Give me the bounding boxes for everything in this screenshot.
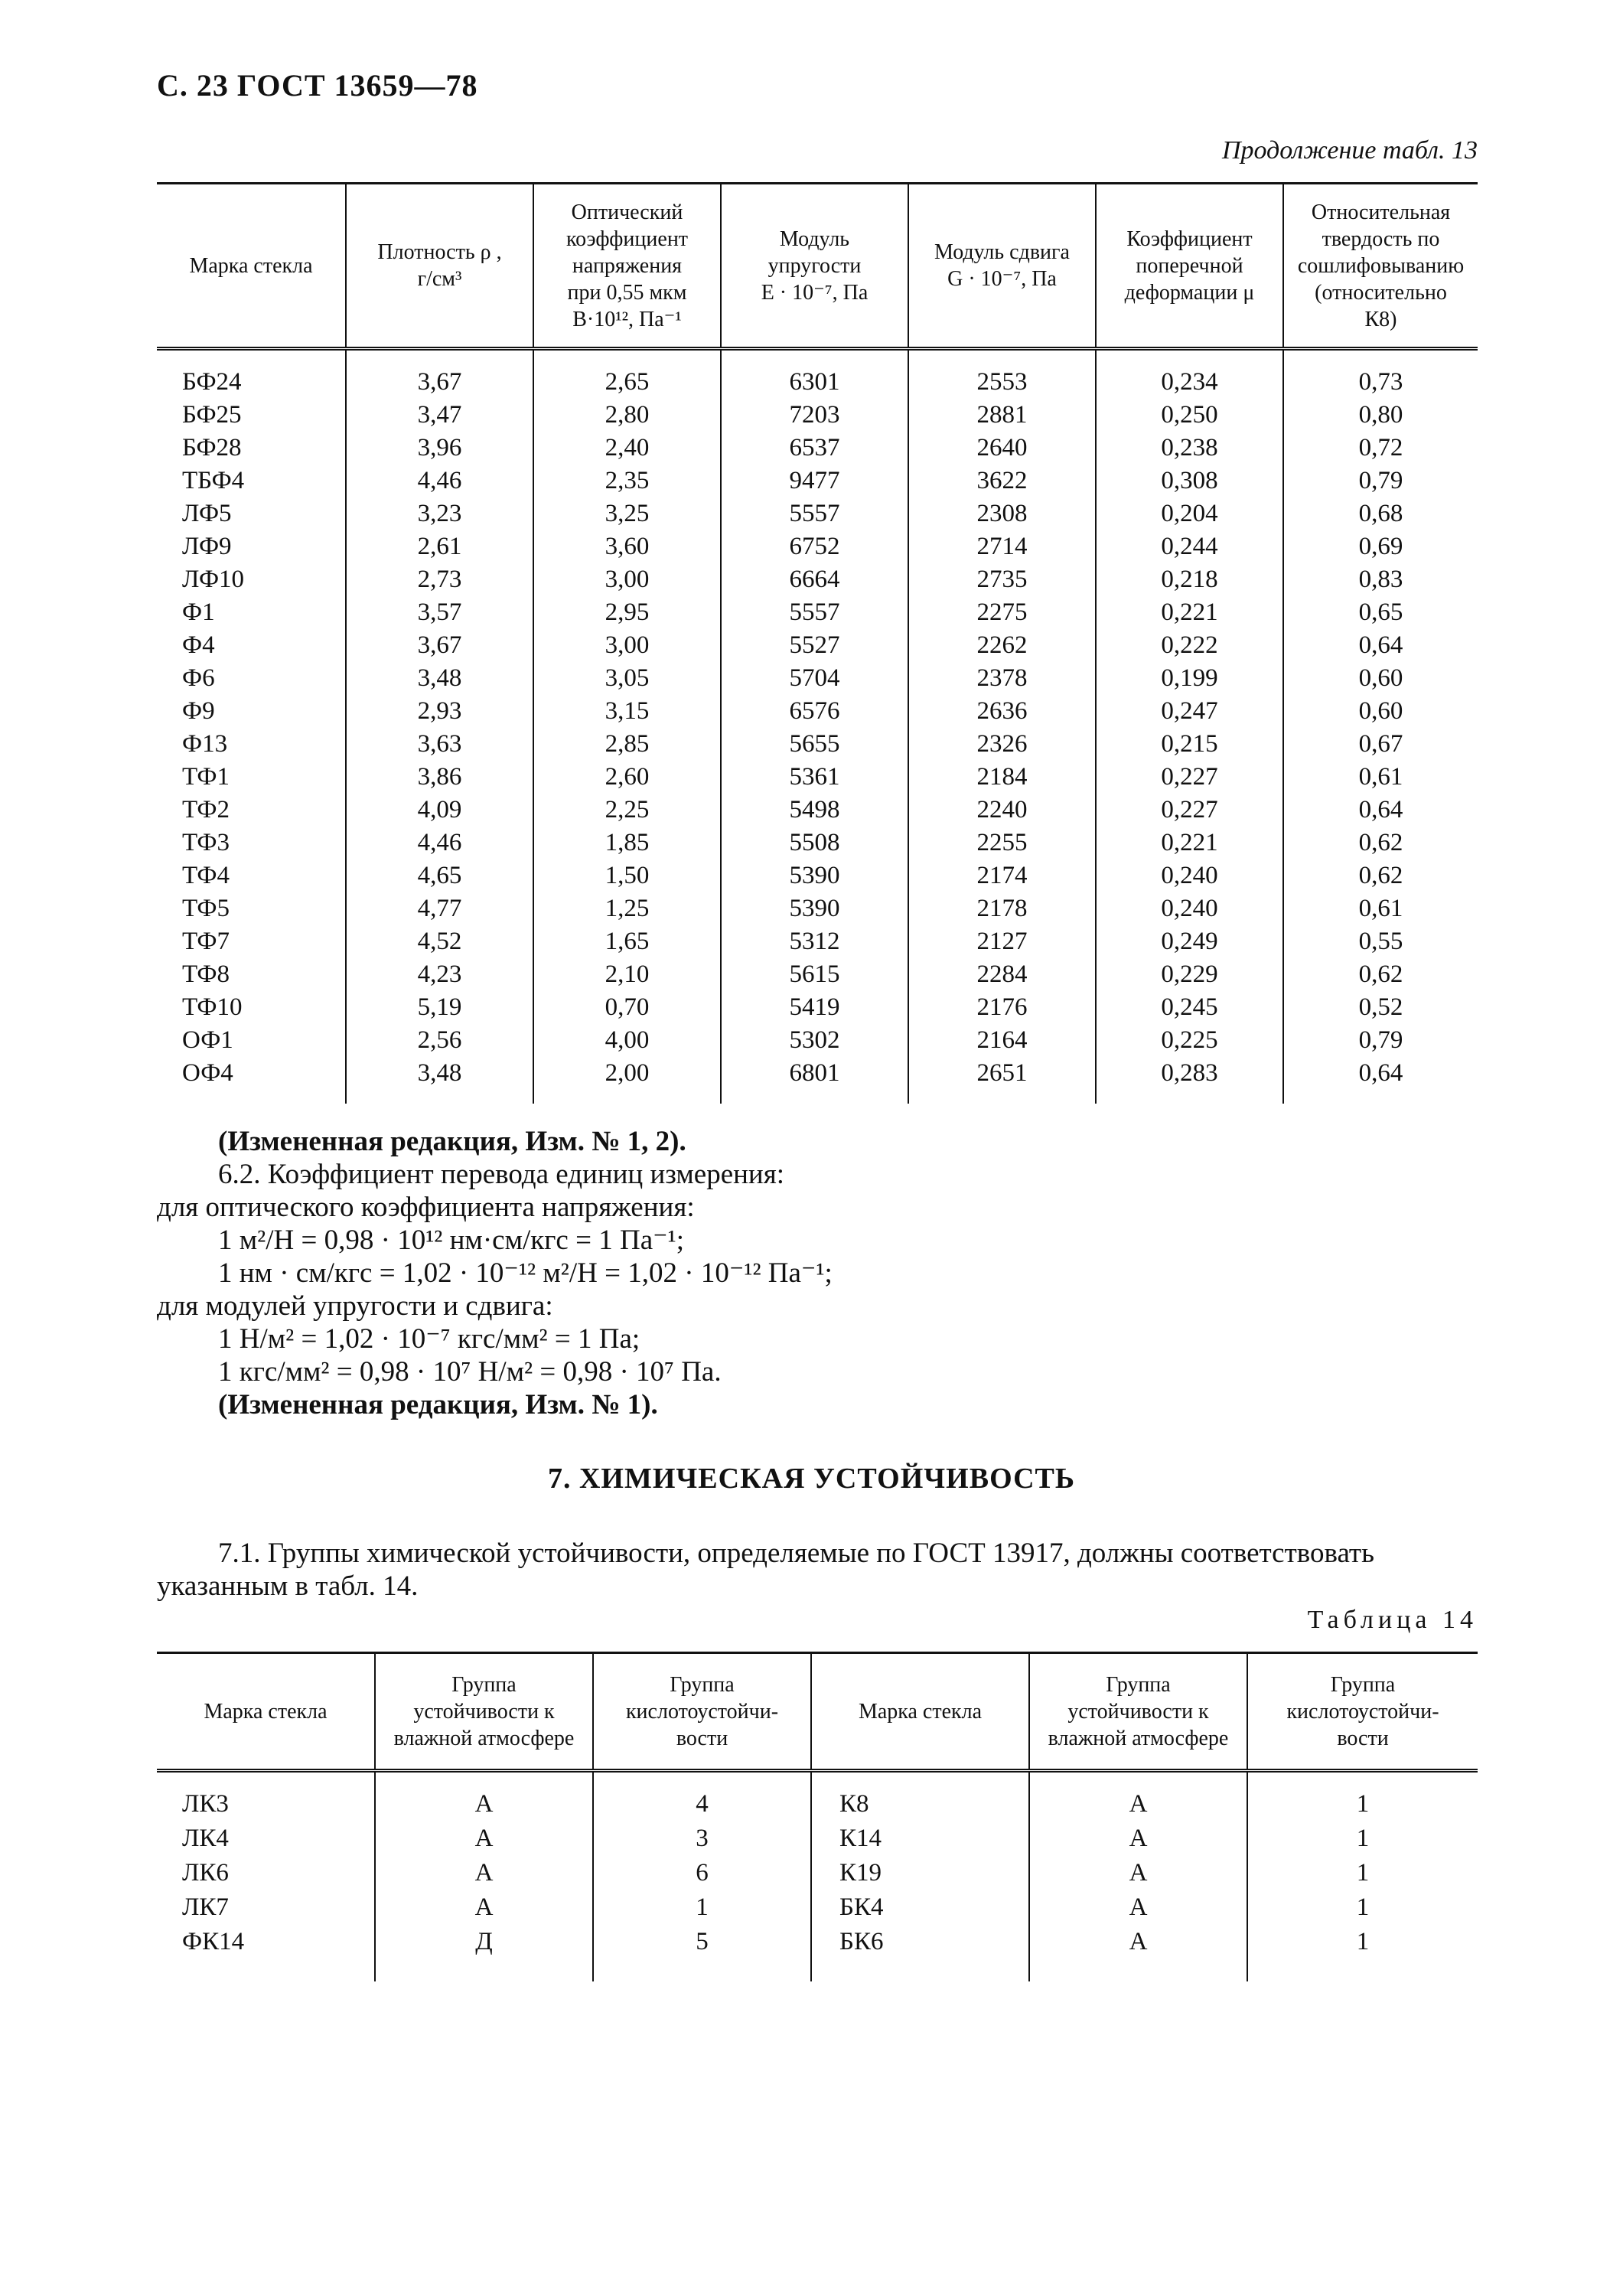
table14-header-line: влажной атмосфере <box>1048 1726 1229 1750</box>
table13-header-line: Модуль сдвига <box>934 240 1070 264</box>
table-cell: 1,85 <box>533 827 721 859</box>
table-cell: Д <box>375 1925 593 1981</box>
table-row <box>157 761 1478 794</box>
table-cell: К14 <box>811 1821 1029 1856</box>
table-cell: 5557 <box>721 596 908 629</box>
equation-1: 1 м²/Н = 0,98 · 10¹² нм·см/кгс = 1 Па⁻¹; <box>218 1225 685 1256</box>
table-cell: 7203 <box>721 399 908 432</box>
table-row <box>157 1771 1478 1822</box>
table-cell: 0,240 <box>1096 859 1283 892</box>
table-cell: 5557 <box>721 497 908 530</box>
table-cell: 2,95 <box>533 596 721 629</box>
table-cell: ТФ4 <box>182 862 230 889</box>
paragraph-7-1-line1: 7.1. Группы химической устойчивости, определяемые по ГОСТ 13917, должны соответствовать <box>218 1538 1374 1569</box>
table-cell: БФ25 <box>182 401 242 429</box>
table-cell: А <box>1029 1821 1247 1856</box>
table-cell: БК6 <box>811 1925 1029 1981</box>
table-row <box>157 695 1478 728</box>
table-row <box>157 596 1478 629</box>
table-cell: ЛФ5 <box>182 500 232 527</box>
table14-header-line: вости <box>1337 1726 1389 1750</box>
table-cell: Ф6 <box>182 664 215 692</box>
table-cell: 3,05 <box>533 662 721 695</box>
table-cell: 0,64 <box>1283 1057 1478 1104</box>
table13-header-line: при 0,55 мкм <box>567 280 687 305</box>
table13-header-col-3 <box>721 184 908 349</box>
table-cell: 2184 <box>908 761 1096 794</box>
table-cell: 0,308 <box>1096 465 1283 497</box>
table-cell: 0,61 <box>1283 892 1478 925</box>
table13-header-line: г/см³ <box>417 267 462 291</box>
table-cell: 0,70 <box>533 991 721 1024</box>
table-cell: 2,85 <box>533 728 721 761</box>
table14-header-line: Марка стекла <box>204 1699 328 1724</box>
table-cell: 5,19 <box>346 991 533 1024</box>
table-cell: 2735 <box>908 563 1096 596</box>
table13-header-col-0 <box>157 184 346 349</box>
table-cell: 0,60 <box>1283 695 1478 728</box>
table-row <box>157 1057 1478 1104</box>
table-cell: 2,73 <box>346 563 533 596</box>
table-row <box>157 728 1478 761</box>
table13-header-line: напряжения <box>572 253 683 278</box>
table-row <box>157 1856 1478 1890</box>
table-cell: 2178 <box>908 892 1096 925</box>
table-cell: 2553 <box>908 349 1096 400</box>
table-cell: 2,93 <box>346 695 533 728</box>
table-cell: 0,62 <box>1283 827 1478 859</box>
table-cell: А <box>375 1771 593 1822</box>
table-cell: 0,68 <box>1283 497 1478 530</box>
table-cell: 6801 <box>721 1057 908 1104</box>
table-cell: 0,204 <box>1096 497 1283 530</box>
table-cell: 0,52 <box>1283 991 1478 1024</box>
table14-header-col-1 <box>375 1653 593 1771</box>
table-cell: 0,72 <box>1283 432 1478 465</box>
table14-header-line: устойчивости к <box>413 1699 555 1724</box>
table13-header-line: (относительно <box>1315 280 1447 305</box>
table-cell: 0,249 <box>1096 925 1283 958</box>
table-cell: 5704 <box>721 662 908 695</box>
table-row <box>157 662 1478 695</box>
table-cell: 3,63 <box>346 728 533 761</box>
table-cell: 0,222 <box>1096 629 1283 662</box>
table-cell: Ф4 <box>182 631 215 659</box>
table-cell: 1 <box>1247 1856 1478 1890</box>
table-cell: 1 <box>1247 1821 1478 1856</box>
table-row <box>157 1925 1478 1981</box>
table-cell: 3,60 <box>533 530 721 563</box>
table13-header-col-1 <box>346 184 533 349</box>
edit-note-2: (Измененная редакция, Изм. № 1). <box>218 1389 658 1420</box>
table-cell: 0,79 <box>1283 465 1478 497</box>
table14-header-col-5 <box>1247 1653 1478 1771</box>
table13-header-line: твердость по <box>1322 227 1440 251</box>
table-cell: Ф9 <box>182 697 215 725</box>
table-cell: ЛК3 <box>182 1790 229 1818</box>
table-row <box>157 497 1478 530</box>
table-cell: 5527 <box>721 629 908 662</box>
table-cell: 2,35 <box>533 465 721 497</box>
table-cell: ОФ4 <box>182 1059 233 1087</box>
table-cell: 6752 <box>721 530 908 563</box>
equation-3: 1 Н/м² = 1,02 · 10⁻⁷ кгс/мм² = 1 Па; <box>218 1323 640 1355</box>
table13-header-line: К8) <box>1364 307 1397 331</box>
table-cell: ФК14 <box>182 1928 245 1955</box>
table-cell: ТФ8 <box>182 960 230 988</box>
table-cell: 3,67 <box>346 629 533 662</box>
table-row <box>157 827 1478 859</box>
table-cell: 2881 <box>908 399 1096 432</box>
table-cell: 4,52 <box>346 925 533 958</box>
table-cell: 2127 <box>908 925 1096 958</box>
table-cell: 0,234 <box>1096 349 1283 400</box>
table-row <box>157 432 1478 465</box>
table-row <box>157 1024 1478 1057</box>
table-cell: ТФ5 <box>182 895 230 922</box>
table-cell: ТФ7 <box>182 928 230 955</box>
table-cell: 1,65 <box>533 925 721 958</box>
table-row <box>157 892 1478 925</box>
table-cell: 2284 <box>908 958 1096 991</box>
table-cell: 4,23 <box>346 958 533 991</box>
table-cell: 0,221 <box>1096 827 1283 859</box>
table-cell: 4,46 <box>346 465 533 497</box>
table-cell: 0,215 <box>1096 728 1283 761</box>
table-cell: А <box>1029 1856 1247 1890</box>
table-cell: 4,00 <box>533 1024 721 1057</box>
table-cell: 0,244 <box>1096 530 1283 563</box>
equation-4: 1 кгс/мм² = 0,98 · 10⁷ Н/м² = 0,98 · 10⁷ Па. <box>218 1356 722 1388</box>
table14-header-line: влажной атмосфере <box>393 1726 575 1750</box>
table-cell: 0,62 <box>1283 958 1478 991</box>
table-cell: 0,240 <box>1096 892 1283 925</box>
table-cell: 2,60 <box>533 761 721 794</box>
table-cell: 0,69 <box>1283 530 1478 563</box>
table-row <box>157 1890 1478 1925</box>
table14-header-line: Группа <box>1106 1672 1171 1697</box>
table-cell: 2240 <box>908 794 1096 827</box>
table-cell: 2,61 <box>346 530 533 563</box>
table-cell: 0,218 <box>1096 563 1283 596</box>
table13-header-line: Относительная <box>1311 200 1451 224</box>
table13-header-line: поперечной <box>1136 253 1243 278</box>
table-cell: 6576 <box>721 695 908 728</box>
table-cell: ЛК7 <box>182 1893 229 1921</box>
table-cell: 2636 <box>908 695 1096 728</box>
table-cell: 0,80 <box>1283 399 1478 432</box>
moduli-intro: для модулей упругости и сдвига: <box>157 1290 553 1322</box>
table-cell: 6664 <box>721 563 908 596</box>
table-cell: 0,73 <box>1283 349 1478 400</box>
table-cell: 3,48 <box>346 662 533 695</box>
table14-header-line: вости <box>676 1726 728 1750</box>
table-cell: 0,67 <box>1283 728 1478 761</box>
table-cell: 0,238 <box>1096 432 1283 465</box>
table-cell: 2,56 <box>346 1024 533 1057</box>
table-cell: 1 <box>1247 1890 1478 1925</box>
table13-header-line: Плотность ρ , <box>377 240 502 264</box>
table-cell: 2,00 <box>533 1057 721 1104</box>
table-cell: 3,57 <box>346 596 533 629</box>
table-cell: А <box>375 1821 593 1856</box>
table-cell: 5361 <box>721 761 908 794</box>
table-cell: БК4 <box>811 1890 1029 1925</box>
table-cell: 0,283 <box>1096 1057 1283 1104</box>
table-cell: 1 <box>1247 1771 1478 1822</box>
table-cell: 5615 <box>721 958 908 991</box>
table-cell: 3,15 <box>533 695 721 728</box>
table-cell: 5498 <box>721 794 908 827</box>
table14-header-col-4 <box>1029 1653 1247 1771</box>
table14-header-line: кислотоустойчи- <box>625 1699 779 1724</box>
table-13 <box>157 182 1478 1104</box>
page-header: С. 23 ГОСТ 13659—78 <box>157 68 478 103</box>
table-cell: 3 <box>593 1821 811 1856</box>
table-row <box>157 530 1478 563</box>
table-cell: 2308 <box>908 497 1096 530</box>
table13-header-line: G · 10⁻⁷, Па <box>947 267 1057 291</box>
table-cell: 2262 <box>908 629 1096 662</box>
table-cell: 3,25 <box>533 497 721 530</box>
table13-header-line: E · 10⁻⁷, Па <box>761 280 869 305</box>
table13-header-col-6 <box>1283 184 1478 349</box>
table-cell: 9477 <box>721 465 908 497</box>
table-cell: 0,60 <box>1283 662 1478 695</box>
table-cell: ТБФ4 <box>182 467 245 494</box>
table-cell: 2714 <box>908 530 1096 563</box>
table-cell: 0,65 <box>1283 596 1478 629</box>
table-cell: 0,229 <box>1096 958 1283 991</box>
table-row <box>157 1821 1478 1856</box>
table13-header-line: упругости <box>768 253 862 278</box>
table-cell: 5390 <box>721 892 908 925</box>
table-cell: 4 <box>593 1771 811 1822</box>
table-cell: 0,83 <box>1283 563 1478 596</box>
table-cell: 4,09 <box>346 794 533 827</box>
table-cell: К8 <box>811 1771 1029 1822</box>
table-cell: ЛФ9 <box>182 533 232 560</box>
table14-caption: Таблица 14 <box>1307 1606 1478 1634</box>
section-title: 7. ХИМИЧЕСКАЯ УСТОЙЧИВОСТЬ <box>547 1463 1076 1495</box>
table-cell: 2,65 <box>533 349 721 400</box>
table-cell: 3,00 <box>533 563 721 596</box>
table-cell: 0,61 <box>1283 761 1478 794</box>
table-cell: 5508 <box>721 827 908 859</box>
table-cell: 4,46 <box>346 827 533 859</box>
table13-caption: Продолжение табл. 13 <box>1221 136 1478 165</box>
table14-header-col-2 <box>593 1653 811 1771</box>
table13-header-line: сошлифовыванию <box>1297 253 1465 278</box>
table-cell: БФ24 <box>182 368 242 396</box>
table-cell: А <box>1029 1925 1247 1981</box>
table14-header-line: Марка стекла <box>858 1699 983 1724</box>
table-row <box>157 563 1478 596</box>
table13-header-col-2 <box>533 184 721 349</box>
table-cell: 3,67 <box>346 349 533 400</box>
table-row <box>157 349 1478 400</box>
table-cell: 2,40 <box>533 432 721 465</box>
table-cell: А <box>375 1890 593 1925</box>
table-cell: 3,47 <box>346 399 533 432</box>
table-cell: 2176 <box>908 991 1096 1024</box>
table-cell: 2164 <box>908 1024 1096 1057</box>
table-cell: 0,55 <box>1283 925 1478 958</box>
table-cell: 5655 <box>721 728 908 761</box>
table-cell: А <box>1029 1890 1247 1925</box>
paragraph-6-2: 6.2. Коэффициент перевода единиц измерения: <box>218 1159 785 1190</box>
table13-header-line: Коэффициент <box>1126 227 1253 251</box>
paragraph-7-1-line2: указанным в табл. 14. <box>157 1570 419 1602</box>
table-cell: Ф1 <box>182 598 215 626</box>
table-cell: ТФ10 <box>182 993 243 1021</box>
table-cell: 3622 <box>908 465 1096 497</box>
table14-header-line: кислотоустойчи- <box>1286 1699 1439 1724</box>
table-row <box>157 399 1478 432</box>
table-cell: 5 <box>593 1925 811 1981</box>
table13-header-line: Оптический <box>571 200 683 224</box>
equation-2: 1 нм · см/кгс = 1,02 · 10⁻¹² м²/Н = 1,02 · 10⁻¹² Па⁻¹; <box>218 1257 833 1289</box>
table14-header-col-0 <box>157 1653 375 1771</box>
table-cell: 2275 <box>908 596 1096 629</box>
optical-intro: для оптического коэффициента напряжения: <box>157 1192 695 1223</box>
table-cell: 0,199 <box>1096 662 1283 695</box>
table-cell: 4,65 <box>346 859 533 892</box>
table13-header-line: коэффициент <box>565 227 689 251</box>
table-cell: 0,64 <box>1283 629 1478 662</box>
table-cell: 3,00 <box>533 629 721 662</box>
table-row <box>157 465 1478 497</box>
table-cell: 2326 <box>908 728 1096 761</box>
table-cell: 2,80 <box>533 399 721 432</box>
table-cell: Ф13 <box>182 730 228 758</box>
table-cell: ЛК4 <box>182 1825 229 1852</box>
table-cell: 1 <box>593 1890 811 1925</box>
table13-header-line: Марка стекла <box>189 253 313 278</box>
table-cell: 5302 <box>721 1024 908 1057</box>
table13-header-line: деформации μ <box>1124 280 1255 305</box>
table-cell: 2,10 <box>533 958 721 991</box>
table-cell: 5312 <box>721 925 908 958</box>
table14-header-line: Группа <box>451 1672 517 1697</box>
table-cell: 5390 <box>721 859 908 892</box>
table-cell: 0,225 <box>1096 1024 1283 1057</box>
table-cell: 0,245 <box>1096 991 1283 1024</box>
table13-header-col-5 <box>1096 184 1283 349</box>
table-row <box>157 859 1478 892</box>
table-cell: А <box>375 1856 593 1890</box>
table14-header-line: устойчивости к <box>1067 1699 1209 1724</box>
table-cell: БФ28 <box>182 434 242 461</box>
table-cell: ЛК6 <box>182 1859 229 1887</box>
table-row <box>157 925 1478 958</box>
table13-header-line: B·10¹², Па⁻¹ <box>572 307 682 331</box>
table-cell: 3,48 <box>346 1057 533 1104</box>
table-cell: 1,25 <box>533 892 721 925</box>
edit-note-1: (Измененная редакция, Изм. № 1, 2). <box>218 1126 686 1157</box>
table-cell: 2,25 <box>533 794 721 827</box>
table-cell: 0,227 <box>1096 761 1283 794</box>
table-cell: 2174 <box>908 859 1096 892</box>
table-cell: ЛФ10 <box>182 566 245 593</box>
table-cell: 2378 <box>908 662 1096 695</box>
table-cell: К19 <box>811 1856 1029 1890</box>
table-cell: 2651 <box>908 1057 1096 1104</box>
table-cell: 0,221 <box>1096 596 1283 629</box>
table14-header-line: Группа <box>670 1672 735 1697</box>
table-cell: ОФ1 <box>182 1026 233 1054</box>
table-row <box>157 958 1478 991</box>
table-cell: 3,86 <box>346 761 533 794</box>
table-cell: 0,250 <box>1096 399 1283 432</box>
table-cell: 3,23 <box>346 497 533 530</box>
table-cell: А <box>1029 1771 1247 1822</box>
table-cell: ТФ3 <box>182 829 230 856</box>
table-cell: 2255 <box>908 827 1096 859</box>
table-cell: 3,96 <box>346 432 533 465</box>
table-cell: ТФ1 <box>182 763 230 791</box>
table-cell: 0,64 <box>1283 794 1478 827</box>
table13-header-col-4 <box>908 184 1096 349</box>
table13-header-line: Модуль <box>779 227 850 251</box>
table-14 <box>157 1652 1478 1981</box>
table-row <box>157 794 1478 827</box>
table-cell: 6 <box>593 1856 811 1890</box>
table-cell: 0,247 <box>1096 695 1283 728</box>
table14-header-line: Группа <box>1330 1672 1396 1697</box>
table-cell: 4,77 <box>346 892 533 925</box>
table-row <box>157 991 1478 1024</box>
table-cell: ТФ2 <box>182 796 230 823</box>
table-row <box>157 629 1478 662</box>
table-cell: 2640 <box>908 432 1096 465</box>
table-cell: 1 <box>1247 1925 1478 1981</box>
table-cell: 0,79 <box>1283 1024 1478 1057</box>
table-cell: 1,50 <box>533 859 721 892</box>
table14-header-col-3 <box>811 1653 1029 1771</box>
table-cell: 0,227 <box>1096 794 1283 827</box>
table-cell: 6537 <box>721 432 908 465</box>
table-cell: 5419 <box>721 991 908 1024</box>
table-cell: 0,62 <box>1283 859 1478 892</box>
table-cell: 6301 <box>721 349 908 400</box>
